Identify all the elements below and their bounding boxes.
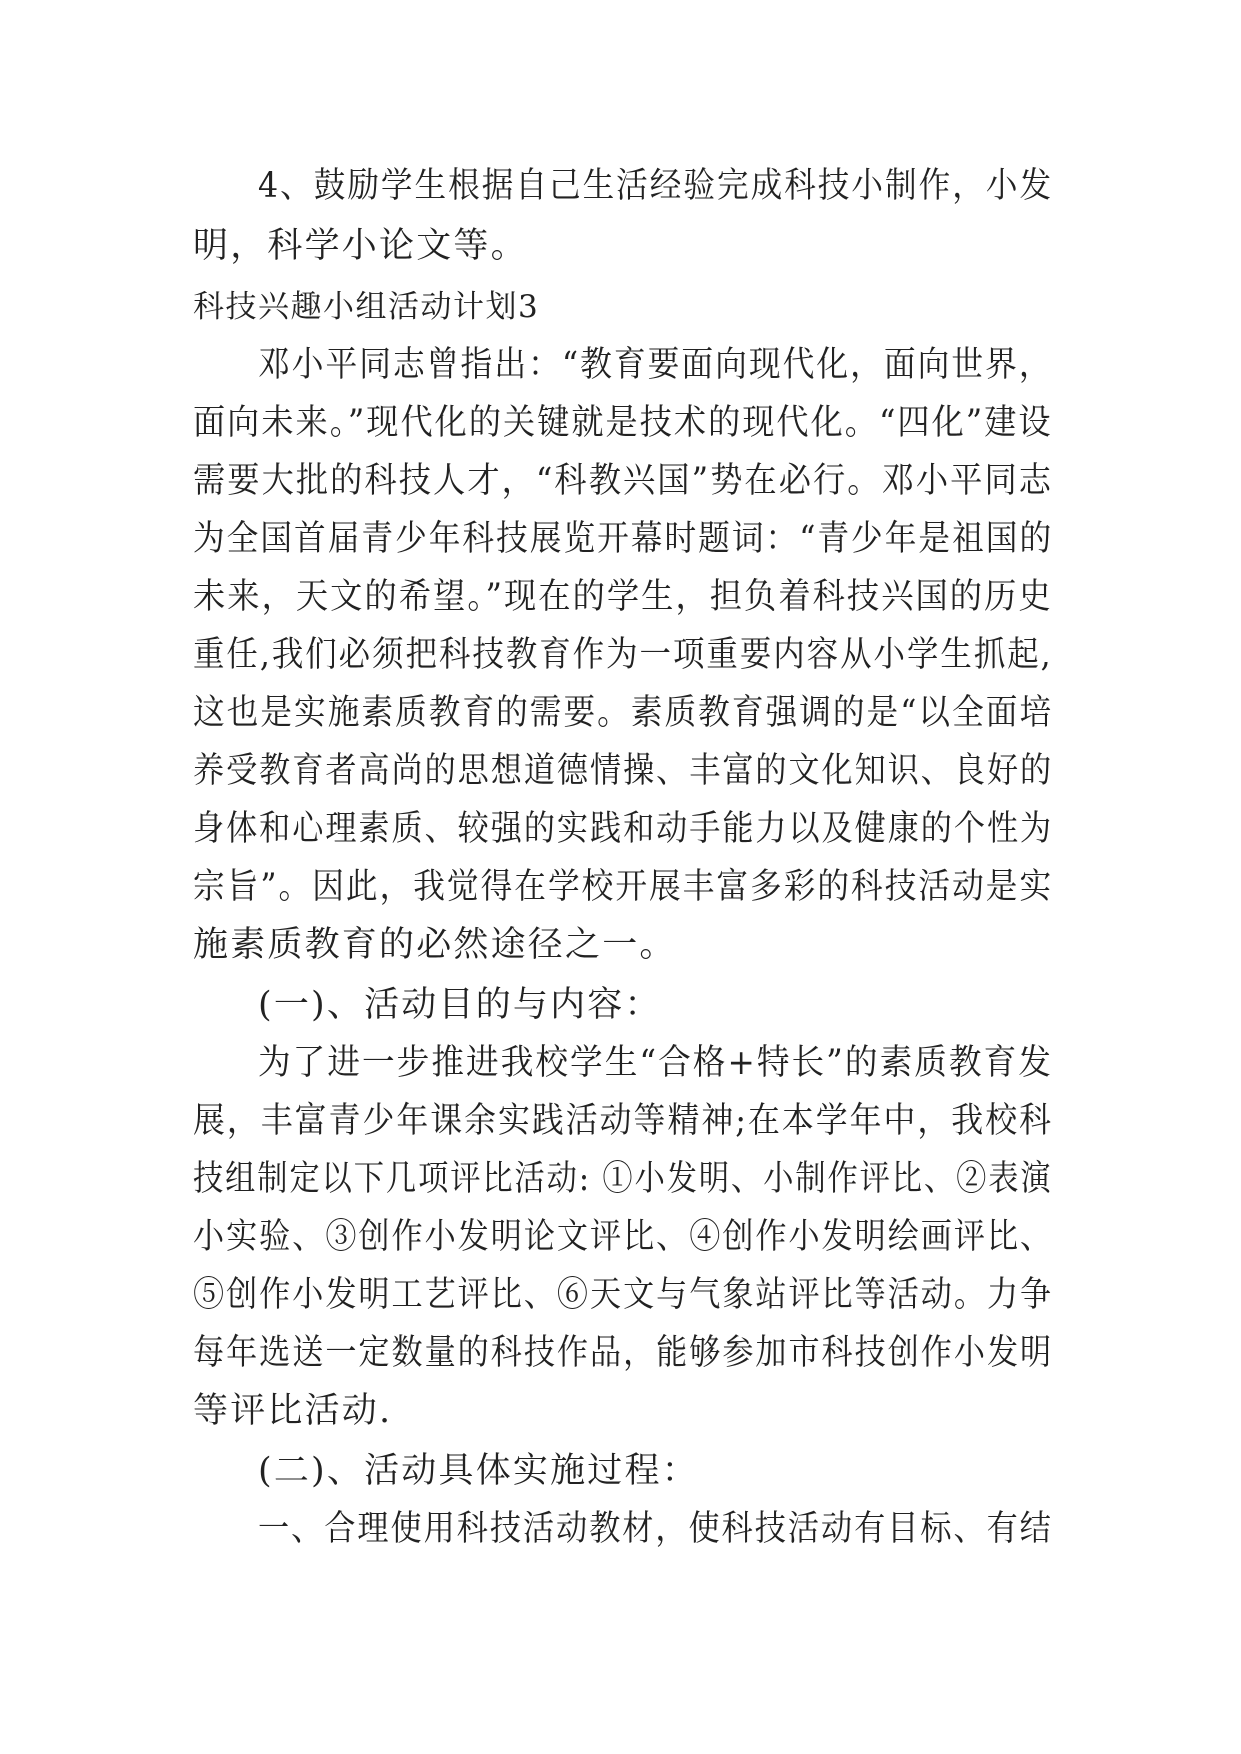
paragraph-line: 需要大批的科技人才，“科教兴国”势在必行。邓小平同志 [193,461,1054,501]
paragraph-line: 宗旨”。因此，我觉得在学校开展丰富多彩的科技活动是实 [193,867,1054,907]
subsection-heading: (二)、活动具体实施过程： [258,1451,699,1491]
paragraph-line: 为全国首届青少年科技展览开幕时题词：“青少年是祖国的 [193,519,1054,559]
subsection-heading: (一)、活动目的与内容： [258,985,662,1025]
paragraph-line: 每年选送一定数量的科技作品，能够参加市科技创作小发明 [193,1333,1054,1373]
paragraph-line: 为了进一步推进我校学生“合格+特长”的素质教育发 [258,1043,1053,1083]
section-heading: 科技兴趣小组活动计划3 [193,289,540,325]
paragraph-line: 4、鼓励学生根据自己生活经验完成科技小制作，小发 [258,166,1054,206]
paragraph-line: 小实验、③创作小发明论文评比、④创作小发明绘画评比、 [193,1217,1054,1257]
paragraph-line: 展，丰富青少年课余实践活动等精神;在本学年中，我校科 [193,1101,1053,1141]
paragraph-line: 等评比活动. [193,1391,393,1431]
paragraph-line: 面向未来。”现代化的关键就是技术的现代化。“四化”建设 [193,403,1053,443]
paragraph-line: ⑤创作小发明工艺评比、⑥天文与气象站评比等活动。力争 [193,1275,1054,1315]
paragraph-line: 未来，天文的希望。”现在的学生，担负着科技兴国的历史 [193,577,1053,617]
paragraph-line: 重任,我们必须把科技教育作为一项重要内容从小学生抓起, [193,635,1053,675]
paragraph-line: 邓小平同志曾指出：“教育要面向现代化，面向世界， [258,345,1053,385]
paragraph-line: 这也是实施素质教育的需要。素质教育强调的是“以全面培 [193,693,1054,733]
paragraph-line: 明，科学小论文等。 [193,226,528,266]
paragraph-line: 一、合理使用科技活动教材，使科技活动有目标、有结 [258,1509,1053,1549]
paragraph-line: 身体和心理素质、较强的实践和动手能力以及健康的个性为 [193,809,1054,849]
paragraph-line: 施素质教育的必然途径之一。 [193,925,677,965]
paragraph-line: 养受教育者高尚的思想道德情操、丰富的文化知识、良好的 [193,751,1054,791]
paragraph-line: 技组制定以下几项评比活动: ①小发明、小制作评比、②表演 [193,1159,1053,1199]
